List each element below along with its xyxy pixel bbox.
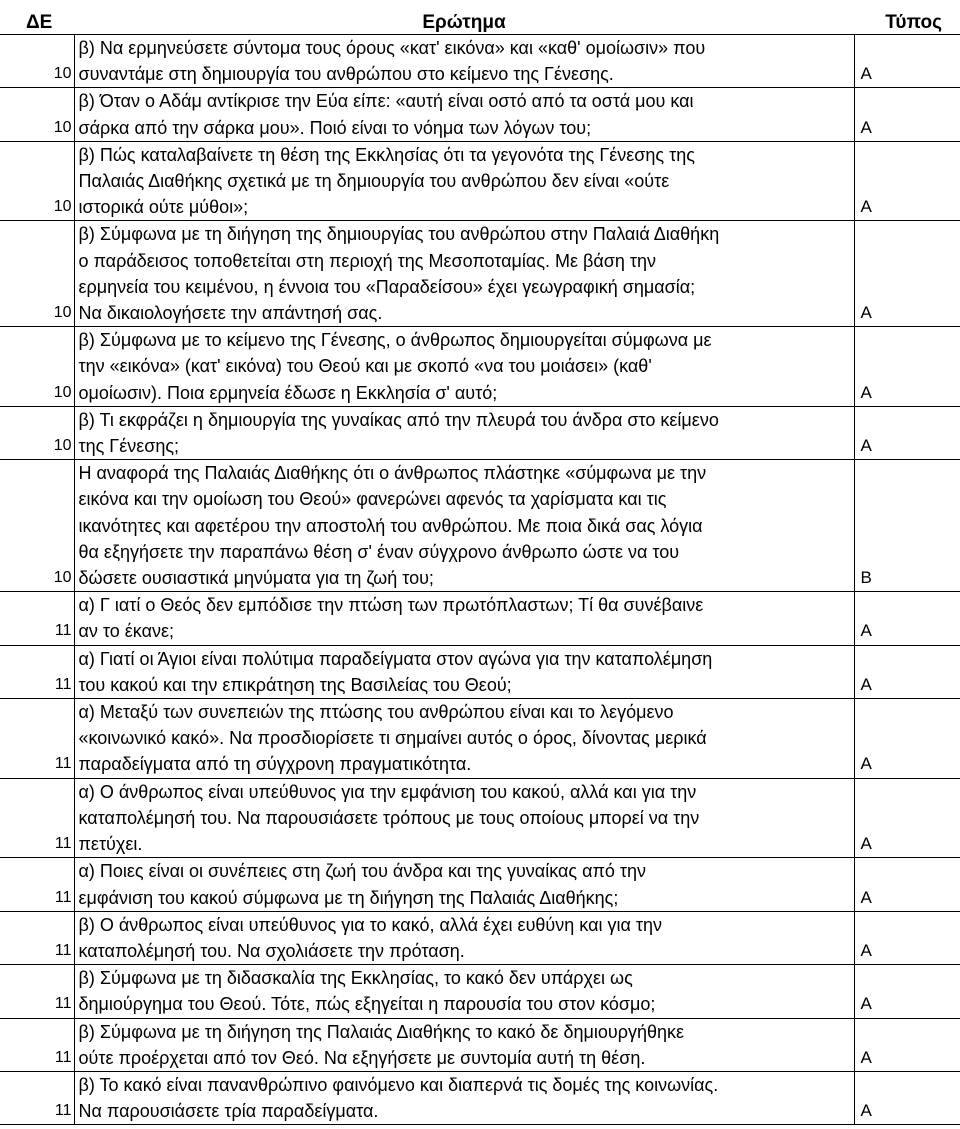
row-question	[74, 699, 854, 779]
row-question	[74, 592, 854, 645]
row-num: 11	[0, 1018, 74, 1071]
row-type: Α	[854, 858, 960, 911]
question-line: ερμηνεία του κειμένου, η έννοια του «Παραδείσου» έχει γεωγραφική σημασία;	[78, 276, 696, 297]
row-num: 10	[0, 141, 74, 221]
question-line: «κοινωνικό κακό». Να προσδιορίσετε τι σημαίνει αυτός ο όρος, δίνοντας μερικά	[78, 728, 707, 749]
question-line: την «εικόνα» (κατ' εικόνα) του Θεού και με σκοπό «να του μοιάσει» (καθ'	[78, 356, 652, 377]
row-question	[74, 221, 854, 327]
table-row	[0, 221, 960, 327]
row-question	[74, 778, 854, 858]
table-row	[0, 592, 960, 645]
row-type: Β	[854, 460, 960, 592]
row-type: Α	[854, 141, 960, 221]
question-line: παραδείγματα από τη σύγχρονη πραγματικότητα.	[78, 754, 472, 775]
question-line: σάρκα από την σάρκα μου». Ποιό είναι το νόημα των λόγων του;	[78, 117, 592, 138]
row-num: 11	[0, 778, 74, 858]
header-num: ΔΕ	[0, 0, 74, 35]
question-line: β) Πώς καταλαβαίνετε τη θέση της Εκκλησίας ότι τα γεγονότα της Γένεσης της	[78, 144, 695, 165]
row-type: Α	[854, 327, 960, 407]
row-num: 11	[0, 1071, 74, 1124]
question-line: δώσετε ουσιαστικά μηνύματα για τη ζωή του;	[78, 568, 434, 589]
row-num: 10	[0, 327, 74, 407]
row-type: Α	[854, 911, 960, 964]
row-question	[74, 965, 854, 1018]
table-row	[0, 645, 960, 698]
row-num: 11	[0, 858, 74, 911]
question-line: α) Μεταξύ των συνεπειών της πτώσης του ανθρώπου είναι και το λεγόμενο	[78, 702, 674, 723]
question-line: α) Ο άνθρωπος είναι υπεύθυνος για την εμφάνιση του κακού, αλλά και για την	[78, 781, 697, 802]
question-line: αν το έκανε;	[78, 621, 175, 642]
header-row	[0, 0, 960, 35]
table-row	[0, 858, 960, 911]
row-num: 11	[0, 911, 74, 964]
header-type: Τύπος	[854, 0, 960, 35]
question-line: Παλαιάς Διαθήκης σχετικά με τη δημιουργία του ανθρώπου δεν είναι «ούτε	[78, 171, 670, 192]
table-row	[0, 1018, 960, 1071]
row-question	[74, 911, 854, 964]
question-line: ιστορικά ούτε μύθοι»;	[78, 197, 249, 218]
question-line: β) Τι εκφράζει η δημιουργία της γυναίκας από την πλευρά του άνδρα στο κείμενο	[78, 409, 719, 430]
row-num: 10	[0, 88, 74, 141]
row-type: Α	[854, 406, 960, 459]
question-line: Να παρουσιάσετε τρία παραδείγματα.	[78, 1101, 379, 1122]
row-type: Α	[854, 221, 960, 327]
question-line: καταπολέμησή του. Να σχολιάσετε την πρόταση.	[78, 940, 465, 961]
table-row	[0, 699, 960, 779]
question-line: Να δικαιολογήσετε την απάντησή σας.	[78, 303, 383, 324]
question-line: ικανότητες και αφετέρου την αποστολή του ανθρώπου. Με ποια δικά σας λόγια	[78, 515, 703, 536]
table-row	[0, 35, 960, 88]
question-line: β) Ο άνθρωπος είναι υπεύθυνος για το κακό, αλλά έχει ευθύνη και για την	[78, 914, 662, 935]
question-line: β) Όταν ο Αδάμ αντίκρισε την Εύα είπε: «αυτή είναι οστό από τα οστά μου και	[78, 91, 694, 112]
row-num: 10	[0, 35, 74, 88]
question-line: Η αναφορά της Παλαιάς Διαθήκης ότι ο άνθρωπος πλάστηκε «σύμφωνα με την	[78, 463, 707, 484]
question-line: θα εξηγήσετε την παραπάνω θέση σ' έναν σύγχρονο άνθρωπο ώστε να του	[78, 541, 680, 562]
question-line: εικόνα και την ομοίωση του Θεού» φανερώνει αφενός τα χαρίσματα και τις	[78, 489, 667, 510]
row-question	[74, 406, 854, 459]
table-row	[0, 911, 960, 964]
row-question	[74, 35, 854, 88]
row-question	[74, 460, 854, 592]
row-question	[74, 1071, 854, 1124]
row-num: 11	[0, 965, 74, 1018]
row-type: Α	[854, 35, 960, 88]
question-line: β) Σύμφωνα με τη διδασκαλία της Εκκλησίας, το κακό δεν υπάρχει ως	[78, 968, 633, 989]
question-line: πετύχει.	[78, 834, 143, 855]
question-line: ο παράδεισος τοποθετείται στη περιοχή της Μεσοποταμίας. Με βάση την	[78, 250, 657, 271]
table-row	[0, 965, 960, 1018]
row-type: Α	[854, 965, 960, 1018]
row-type: Α	[854, 1018, 960, 1071]
row-question	[74, 327, 854, 407]
row-type: Α	[854, 88, 960, 141]
question-line: β) Σύμφωνα με τη διήγηση της Παλαιάς Διαθήκης το κακό δε δημιουργήθηκε	[78, 1021, 685, 1042]
question-line: β) Το κακό είναι πανανθρώπινο φαινόμενο και διαπερνά τις δομές της κοινωνίας.	[78, 1074, 719, 1095]
header-question: Ερώτημα	[74, 0, 854, 35]
row-type: Α	[854, 592, 960, 645]
table-row	[0, 141, 960, 221]
table-row	[0, 460, 960, 592]
row-num: 11	[0, 645, 74, 698]
row-question	[74, 88, 854, 141]
row-type: Α	[854, 699, 960, 779]
question-line: α) Γ ιατί ο Θεός δεν εμπόδισε την πτώση των πρωτόπλαστων; Τί θα συνέβαινε	[78, 595, 704, 616]
row-type: Α	[854, 645, 960, 698]
question-line: καταπολέμησή του. Να παρουσιάσετε τρόπους με τους οποίους μπορεί να την	[78, 807, 700, 828]
row-num: 10	[0, 221, 74, 327]
question-line: δημιούργημα του Θεού. Τότε, πώς εξηγείται η παρουσία του στον κόσμο;	[78, 994, 656, 1015]
row-num: 11	[0, 699, 74, 779]
row-type: Α	[854, 1071, 960, 1124]
question-line: α) Ποιες είναι οι συνέπειες στη ζωή του άνδρα και της γυναίκας από την	[78, 861, 647, 882]
row-type: Α	[854, 778, 960, 858]
question-line: συναντάμε στη δημιουργία του ανθρώπου στο κείμενο της Γένεσης.	[78, 64, 614, 85]
row-question	[74, 1018, 854, 1071]
table-row	[0, 1071, 960, 1124]
question-line: της Γένεσης;	[78, 436, 180, 457]
question-line: του κακού και την επικράτηση της Βασιλείας του Θεού;	[78, 674, 512, 695]
question-line: β) Να ερμηνεύσετε σύντομα τους όρους «κατ' εικόνα» και «καθ' ομοίωσιν» που	[78, 38, 706, 58]
row-num: 10	[0, 406, 74, 459]
question-line: β) Σύμφωνα με τη διήγηση της δημιουργίας του ανθρώπου στην Παλαιά Διαθήκη	[78, 224, 720, 245]
row-num: 10	[0, 460, 74, 592]
table-row	[0, 406, 960, 459]
table-row	[0, 778, 960, 858]
table-row	[0, 327, 960, 407]
question-line: ομοίωσιν). Ποια ερμηνεία έδωσε η Εκκλησία σ' αυτό;	[78, 382, 498, 403]
row-question	[74, 645, 854, 698]
row-question	[74, 141, 854, 221]
question-line: ούτε προέρχεται από τον Θεό. Να εξηγήσετε με συντομία αυτή τη θέση.	[78, 1047, 646, 1068]
question-line: β) Σύμφωνα με το κείμενο της Γένεσης, ο άνθρωπος δημιουργείται σύμφωνα με	[78, 330, 712, 351]
row-num: 11	[0, 592, 74, 645]
row-question	[74, 858, 854, 911]
question-line: α) Γιατί οι Άγιοι είναι πολύτιμα παραδείγματα στον αγώνα για την καταπολέμηση	[78, 648, 713, 669]
question-line: εμφάνιση του κακού σύμφωνα με τη διήγηση της Παλαιάς Διαθήκης;	[78, 887, 619, 908]
table-row	[0, 88, 960, 141]
